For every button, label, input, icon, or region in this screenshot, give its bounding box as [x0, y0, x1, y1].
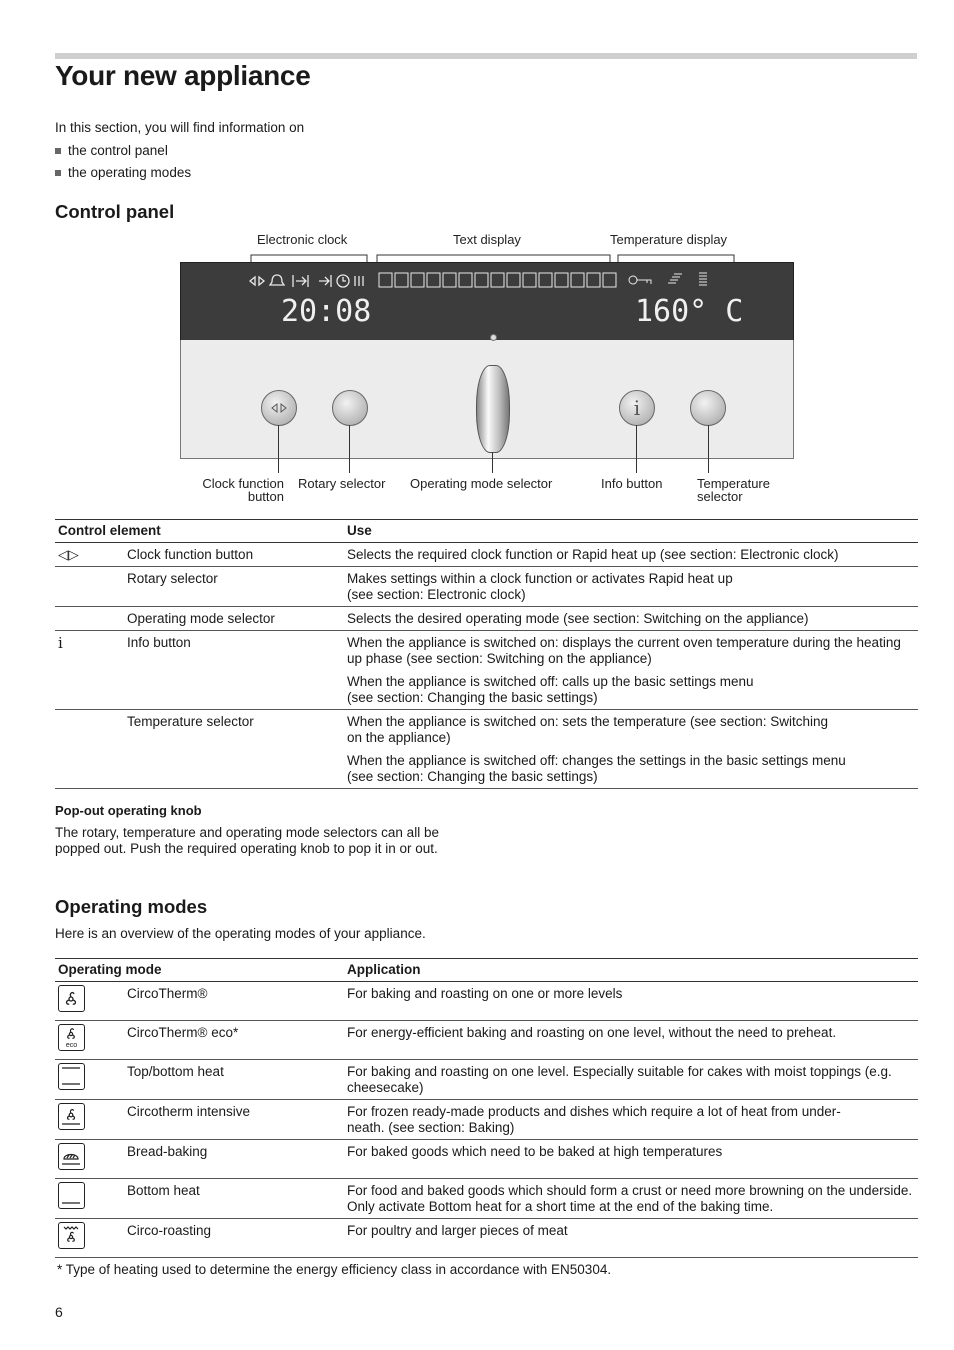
operating-modes-heading: Operating modes	[55, 896, 208, 917]
leader-line	[708, 425, 709, 473]
indicator-dot	[490, 334, 497, 341]
label-rotary-selector: Rotary selector	[298, 476, 386, 491]
label-clock-function-button: Clock function button	[202, 476, 284, 504]
control-panel-diagram	[0, 228, 954, 508]
col-header-operating-mode: Operating mode	[55, 959, 344, 982]
page-number: 6	[55, 1304, 63, 1320]
display-symbols	[181, 263, 793, 341]
rotary-selector[interactable]	[332, 390, 368, 426]
footnote: * Type of heating used to determine the energy efficiency class in accordance with EN50304.	[57, 1262, 612, 1277]
bullet-icon	[55, 170, 61, 176]
info-icon: i	[633, 396, 641, 420]
table-row: Bottom heat For food and baked goods which should form a crust or need more browning on the underside. Only activate Bottom heat for a short time at the end of the baking time.	[55, 1179, 918, 1219]
display-panel	[180, 262, 794, 342]
clock-digits: 20:08	[281, 294, 372, 329]
popout-heading: Pop-out operating knob	[55, 803, 202, 818]
intro-block	[55, 117, 304, 185]
table-row: eco CircoTherm® eco* For energy-efficient baking and roasting on one level, without the need to preheat.	[55, 1021, 918, 1060]
info-button[interactable]	[619, 390, 655, 426]
info-icon: i	[55, 631, 127, 710]
operating-modes-table	[55, 958, 918, 1258]
top-rule	[55, 53, 917, 59]
label-info-button: Info button	[601, 476, 663, 491]
bullet-item: the control panel	[55, 140, 304, 163]
table-row: Bread-baking For baked goods which need to be baked at high temperatures	[55, 1140, 918, 1179]
page-title: Your new appliance	[55, 60, 311, 91]
table-row: Top/bottom heat For baking and roasting on one level. Especially suitable for cakes with moist toppings (e.g. cheesecake)	[55, 1060, 918, 1100]
col-header-control-element: Control element	[55, 520, 344, 543]
intro-text: In this section, you will find information on	[55, 120, 305, 135]
circotherm-icon	[58, 985, 85, 1012]
operating-modes-intro: Here is an overview of the operating modes of your appliance.	[55, 926, 426, 941]
bullet-icon	[55, 148, 61, 154]
table-row: Rotary selector Makes settings within a clock function or activates Rapid heat up (see section: Electronic clock)	[55, 567, 918, 607]
control-element-table	[55, 519, 918, 789]
popout-text: The rotary, temperature and operating mode selectors can all be popped out. Push the required operating knob to pop it in or out.	[55, 825, 439, 856]
table-row: ◁▷ Clock function button Selects the required clock function or Rapid heat up (see section: Electronic clock)	[55, 543, 918, 567]
table-row: Temperature selector When the appliance is switched on: sets the temperature (see section: Switching on the appliance) When the appliance is switched off: changes the settings in the basic settings menu (see section: Changing the basic settings)	[55, 710, 918, 789]
table-row: Operating mode selector Selects the desired operating mode (see section: Switching on the appliance)	[55, 607, 918, 631]
clock-function-icon: ◁▷	[55, 543, 127, 567]
bottom-heat-icon	[58, 1182, 85, 1209]
bullet-item: the operating modes	[55, 162, 304, 185]
col-header-application: Application	[344, 959, 918, 982]
label-operating-mode-selector: Operating mode selector	[410, 476, 553, 491]
leader-line	[492, 452, 493, 473]
control-panel-heading: Control panel	[55, 201, 175, 222]
clock-function-icon	[262, 391, 296, 425]
leader-line	[278, 425, 279, 473]
table-row: CircoTherm® For baking and roasting on one or more levels	[55, 982, 918, 1021]
table-row: i Info button When the appliance is switched on: displays the current oven temperature during the heating up phase (see section: Switching on the appliance) When the appliance is switched off: calls up the basic settings menu (see section: Changing the basic settings)	[55, 631, 918, 710]
circotherm-eco-icon: eco	[58, 1024, 85, 1051]
label-temperature-selector: Temperature selector	[697, 476, 770, 504]
leader-line	[349, 425, 350, 473]
leader-line	[636, 425, 637, 473]
temperature-digits: 160° C	[635, 294, 744, 329]
label-electronic-clock: Electronic clock	[257, 232, 348, 247]
clock-function-button[interactable]	[261, 390, 297, 426]
temperature-selector[interactable]	[690, 390, 726, 426]
table-row: Circotherm intensive For frozen ready-made products and dishes which require a lot of heat from under- neath. (see section: Baking)	[55, 1100, 918, 1140]
bread-baking-icon	[58, 1143, 85, 1170]
operating-mode-selector[interactable]	[476, 365, 510, 453]
top-bottom-heat-icon	[58, 1063, 85, 1090]
circo-roasting-icon	[58, 1222, 85, 1249]
col-header-use: Use	[344, 520, 918, 543]
circotherm-intensive-icon	[58, 1103, 85, 1130]
label-text-display: Text display	[453, 232, 521, 247]
table-row: Circo-roasting For poultry and larger pieces of meat	[55, 1219, 918, 1258]
label-temperature-display: Temperature display	[610, 232, 728, 247]
